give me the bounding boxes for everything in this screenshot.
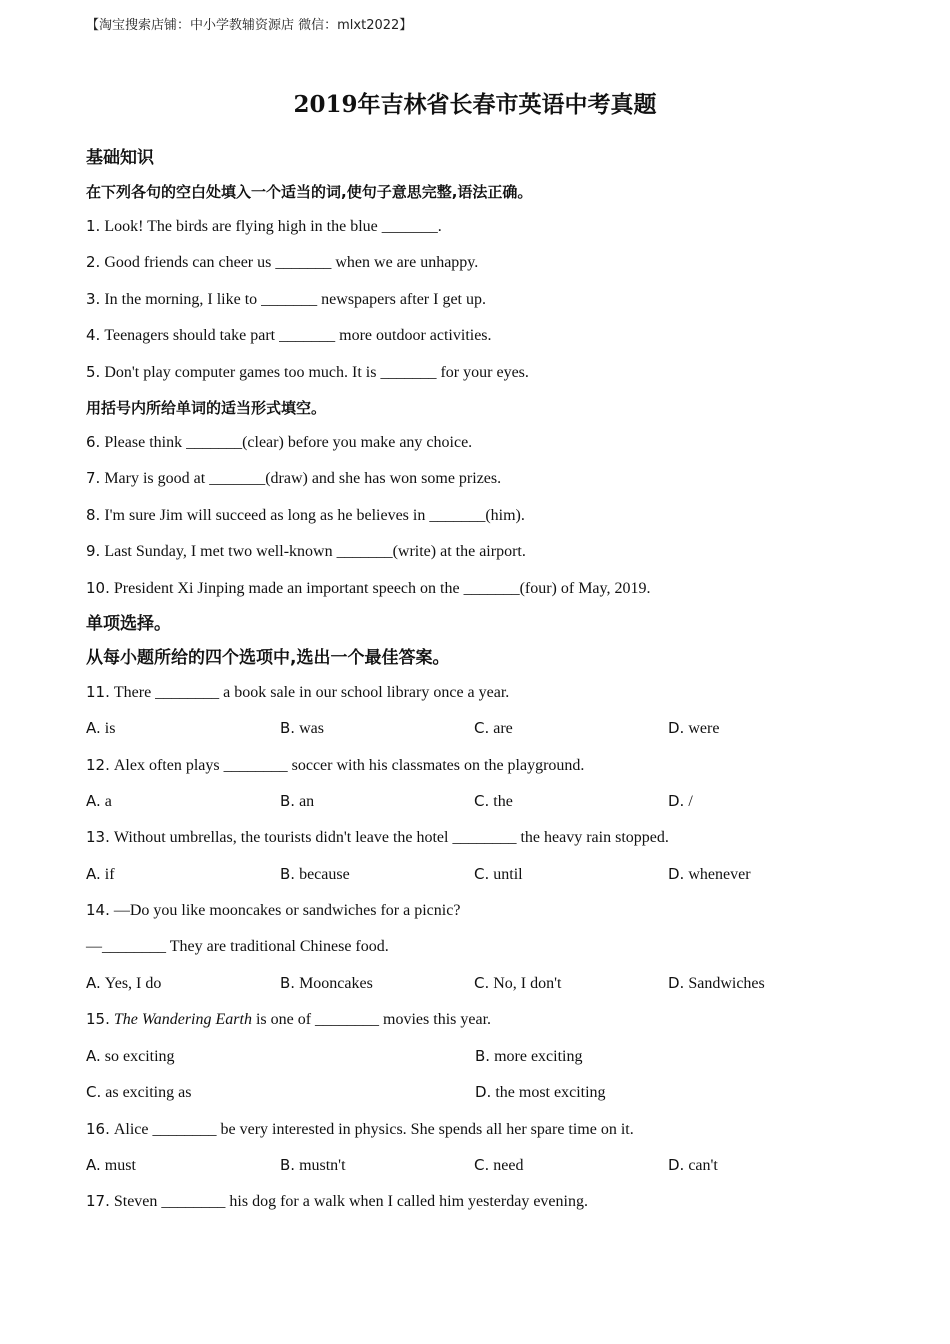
- question-13: [86, 823, 876, 859]
- option-text: No, I don't: [493, 975, 562, 993]
- option-label: B.: [280, 1155, 296, 1174]
- options-15-row-2: [86, 1078, 876, 1114]
- option-label: C.: [86, 1083, 102, 1102]
- section-heading-basics: 基础知识: [86, 148, 154, 168]
- options-11: [86, 714, 876, 750]
- option-a: [86, 969, 280, 1005]
- option-text: must: [104, 1156, 136, 1174]
- header-note: 【淘宝搜索店铺：中小学教辅资源店 微信：mlxt2022】: [86, 18, 413, 33]
- options-14: [86, 969, 876, 1005]
- option-b: [280, 1151, 474, 1187]
- question-number: 8.: [86, 505, 101, 524]
- question-number: 6.: [86, 432, 101, 451]
- option-b: [280, 787, 474, 823]
- option-text: until: [493, 865, 523, 883]
- option-text: an: [299, 793, 315, 811]
- question-text: Last Sunday, I met two well-known _______(write) at the airport.: [104, 543, 526, 561]
- option-label: B.: [280, 974, 296, 993]
- question-text: —Do you like mooncakes or sandwiches for a picnic?: [113, 902, 461, 920]
- option-a: [86, 1151, 280, 1187]
- option-c: [474, 969, 668, 1005]
- question-text: —________ They are traditional Chinese food.: [86, 937, 389, 955]
- option-d: [668, 1151, 862, 1187]
- question-text: In the morning, I like to _______ newspapers after I get up.: [104, 290, 486, 308]
- question-text: Good friends can cheer us _______ when we are unhappy.: [104, 254, 479, 272]
- question-number: 5.: [86, 362, 101, 381]
- options-13: [86, 860, 876, 896]
- question-number: 2.: [86, 253, 101, 272]
- option-label: A.: [86, 864, 101, 883]
- option-text: were: [688, 720, 720, 738]
- question-3: [86, 285, 876, 321]
- instruction-word-form: 用括号内所给单词的适当形式填空。: [86, 398, 327, 417]
- question-number: 1.: [86, 217, 101, 235]
- option-label: A.: [86, 1046, 101, 1065]
- question-text: President Xi Jinping made an important speech on the _______(four) of May, 2019.: [113, 579, 651, 597]
- option-a: [86, 714, 280, 750]
- option-a: [86, 1042, 475, 1078]
- question-number: 10.: [86, 578, 110, 597]
- question-text: is one of ________ movies this year.: [251, 1011, 492, 1029]
- option-text: more exciting: [494, 1047, 583, 1065]
- question-10: [86, 574, 876, 610]
- option-text: Yes, I do: [104, 975, 162, 993]
- option-text: whenever: [688, 865, 751, 883]
- option-label: B.: [280, 719, 296, 738]
- option-text: because: [299, 865, 350, 883]
- option-label: D.: [475, 1083, 492, 1102]
- page-title: 2019年吉林省长春市英语中考真题: [293, 91, 657, 118]
- option-label: B.: [280, 792, 296, 811]
- section-heading-multiple-choice: 单项选择。: [86, 613, 171, 634]
- question-9: [86, 537, 876, 573]
- question-5: [86, 358, 876, 394]
- question-text: Please think _______(clear) before you make any choice.: [104, 433, 473, 451]
- options-16: [86, 1151, 876, 1187]
- options-15-row-1: [86, 1042, 876, 1078]
- question-12: [86, 751, 876, 787]
- option-label: D.: [668, 792, 685, 811]
- option-label: D.: [668, 864, 685, 883]
- option-text: are: [493, 720, 513, 738]
- question-17: [86, 1187, 876, 1223]
- question-text: Look! The birds are flying high in the blue _______.: [104, 218, 442, 235]
- movie-title: The Wandering Earth: [113, 1011, 252, 1029]
- option-c: [474, 714, 668, 750]
- exam-content: [86, 144, 876, 1224]
- question-text: Don't play computer games too much. It is _______ for your eyes.: [104, 363, 529, 381]
- option-text: so exciting: [104, 1047, 175, 1065]
- question-text: Without umbrellas, the tourists didn't leave the hotel ________ the heavy rain stopped.: [113, 829, 669, 847]
- question-text: Alice ________ be very interested in physics. She spends all her spare time on it.: [113, 1120, 634, 1138]
- question-16: [86, 1115, 876, 1151]
- option-a: [86, 787, 280, 823]
- question-1: [86, 212, 876, 248]
- option-text: Mooncakes: [299, 975, 373, 993]
- question-number: 16.: [86, 1119, 110, 1138]
- option-d: [668, 787, 862, 823]
- option-label: D.: [668, 974, 685, 993]
- question-number: 12.: [86, 755, 110, 774]
- question-text: There ________ a book sale in our school library once a year.: [113, 683, 510, 701]
- question-8: [86, 501, 876, 537]
- instruction-fill-blank: 在下列各句的空白处填入一个适当的词,使句子意思完整,语法正确。: [86, 183, 533, 201]
- option-label: A.: [86, 719, 101, 738]
- options-12: [86, 787, 876, 823]
- option-text: mustn't: [299, 1156, 346, 1174]
- question-11: [86, 678, 876, 714]
- option-b: [280, 860, 474, 896]
- option-c: [474, 787, 668, 823]
- option-text: is: [104, 720, 116, 738]
- option-label: B.: [475, 1046, 491, 1065]
- option-label: C.: [474, 864, 490, 883]
- option-a: [86, 860, 280, 896]
- option-d: [475, 1078, 864, 1114]
- question-text: Steven ________ his dog for a walk when I called him yesterday evening.: [113, 1193, 588, 1211]
- question-6: [86, 428, 876, 464]
- option-text: a: [104, 793, 112, 811]
- option-text: as exciting as: [105, 1084, 192, 1102]
- option-b: [475, 1042, 864, 1078]
- question-14-reply: [86, 933, 876, 969]
- option-d: [668, 969, 862, 1005]
- option-text: the: [493, 793, 513, 811]
- instruction-multiple-choice: 从每小题所给的四个选项中,选出一个最佳答案。: [86, 647, 450, 668]
- option-c: [474, 860, 668, 896]
- question-text: Alex often plays ________ soccer with his classmates on the playground.: [113, 756, 585, 774]
- option-text: the most exciting: [495, 1084, 606, 1102]
- question-number: 7.: [86, 469, 101, 488]
- option-label: C.: [474, 1155, 490, 1174]
- option-text: was: [299, 720, 324, 738]
- option-text: if: [104, 865, 115, 883]
- option-label: C.: [474, 719, 490, 738]
- option-c: [86, 1078, 475, 1114]
- question-text: I'm sure Jim will succeed as long as he believes in _______(him).: [104, 506, 525, 524]
- option-label: D.: [668, 1155, 685, 1174]
- option-c: [474, 1151, 668, 1187]
- option-d: [668, 860, 862, 896]
- question-7: [86, 464, 876, 500]
- option-label: A.: [86, 792, 101, 811]
- option-b: [280, 969, 474, 1005]
- option-label: A.: [86, 974, 101, 993]
- option-label: B.: [280, 864, 296, 883]
- option-label: C.: [474, 974, 490, 993]
- question-2: [86, 248, 876, 284]
- question-number: 13.: [86, 828, 110, 847]
- question-text: Mary is good at _______(draw) and she has won some prizes.: [104, 470, 502, 488]
- option-text: need: [493, 1156, 524, 1174]
- option-b: [280, 714, 474, 750]
- question-4: [86, 321, 876, 357]
- question-number: 9.: [86, 542, 101, 561]
- question-15: [86, 1005, 876, 1041]
- question-14: [86, 896, 876, 932]
- option-text: /: [688, 793, 693, 811]
- option-label: D.: [668, 719, 685, 738]
- option-label: A.: [86, 1155, 101, 1174]
- option-d: [668, 714, 862, 750]
- question-number: 15.: [86, 1010, 110, 1029]
- option-label: C.: [474, 792, 490, 811]
- option-text: can't: [688, 1156, 718, 1174]
- question-number: 14.: [86, 901, 110, 920]
- question-number: 4.: [86, 326, 101, 345]
- question-number: 17.: [86, 1192, 110, 1211]
- question-number: 3.: [86, 289, 101, 308]
- option-text: Sandwiches: [688, 975, 765, 993]
- question-text: Teenagers should take part _______ more outdoor activities.: [104, 327, 492, 345]
- question-number: 11.: [86, 682, 110, 701]
